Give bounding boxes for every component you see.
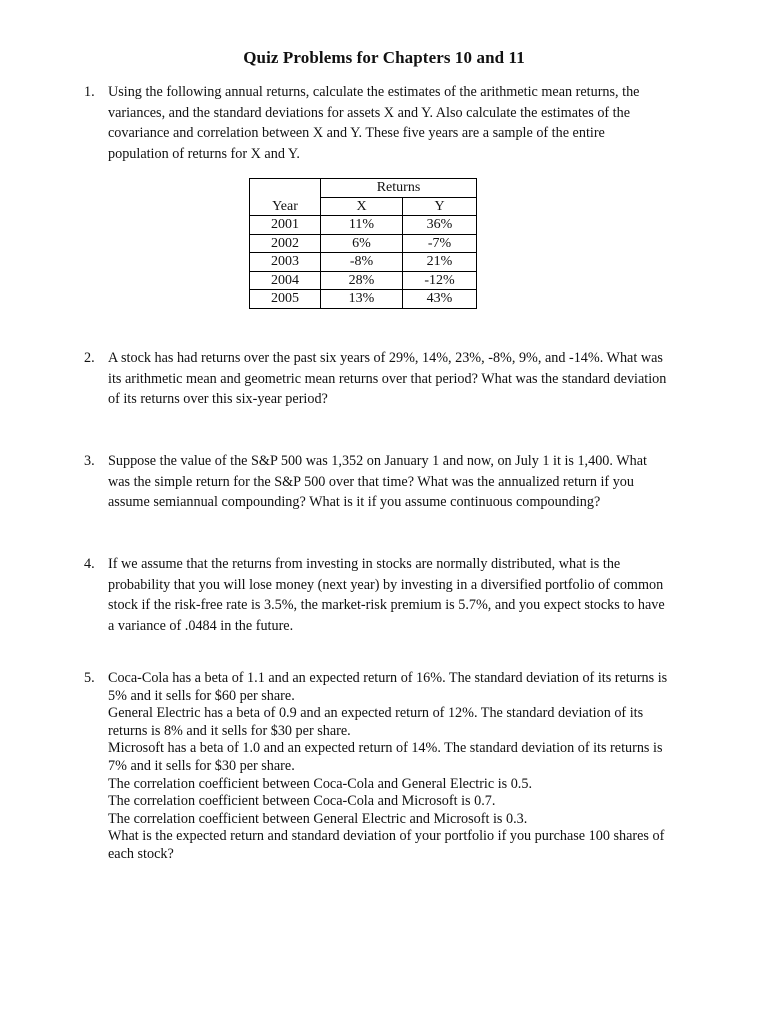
table-cell: 43%	[403, 290, 477, 309]
question-number: 2.	[84, 350, 95, 366]
table-row	[250, 253, 477, 272]
table-cell: 2002	[250, 234, 321, 253]
text-line: Using the following annual returns, calculate the estimates of the arithmetic mean returns, the	[108, 84, 640, 100]
table-cell: -8%	[321, 253, 403, 272]
table-header: Y	[403, 197, 477, 216]
text-line: probability that you will lose money (next year) by investing in a diversified portfolio of common	[108, 576, 664, 593]
text-line: Microsoft has a beta of 1.0 and an expected return of 14%. The standard deviation of its returns is	[108, 740, 663, 757]
table-group-header-row	[250, 179, 477, 198]
table-cell: -7%	[403, 234, 477, 253]
table-header: X	[321, 197, 403, 216]
question-number: 1.	[84, 84, 95, 100]
text-line: assume semiannual compounding? What is it if you assume continuous compounding?	[108, 494, 601, 510]
table-cell: 13%	[321, 290, 403, 309]
question-1	[84, 82, 704, 164]
table-cell: -12%	[403, 271, 477, 290]
text-line: was the simple return for the S&P 500 over that time? What was the annualized return if you	[108, 473, 634, 490]
text-line: each stock?	[108, 845, 174, 862]
text-line: The correlation coefficient between General Electric and Microsoft is 0.3.	[108, 810, 528, 827]
text-line: The correlation coefficient between Coca-Cola and General Electric is 0.5.	[108, 775, 532, 792]
table-header: Year	[250, 197, 321, 216]
table-row	[250, 216, 477, 235]
table-cell: 11%	[321, 216, 403, 235]
text-line: The correlation coefficient between Coca-Cola and Microsoft is 0.7.	[108, 793, 496, 810]
text-line: of its returns over this six-year period?	[108, 391, 328, 407]
text-line: population of returns for X and Y.	[108, 145, 300, 162]
question-4	[84, 554, 704, 636]
table-cell: 2004	[250, 271, 321, 290]
question-number: 3.	[84, 453, 95, 469]
question-number: 5.	[84, 670, 95, 686]
question-number: 4.	[84, 556, 95, 572]
text-line: Suppose the value of the S&P 500 was 1,352 on January 1 and now, on July 1 it is 1,400. What	[108, 453, 647, 469]
table-group-header: Returns	[321, 179, 477, 198]
text-line: What is the expected return and standard deviation of your portfolio if you purchase 100 shares of	[108, 828, 665, 845]
table-cell: 2003	[250, 253, 321, 272]
question-text	[108, 451, 704, 513]
text-line: stock if the risk-free rate is 3.5%, the market-risk premium is 5.7%, and you expect stocks to have	[108, 597, 665, 613]
text-line: If we assume that the returns from investing in stocks are normally distributed, what is the	[108, 556, 621, 572]
question-5	[84, 670, 704, 864]
question-text	[108, 670, 704, 864]
table-header-row	[250, 197, 477, 216]
text-line: a variance of .0484 in the future.	[108, 617, 294, 634]
question-3	[84, 451, 704, 513]
text-line: 7% and it sells for $30 per share.	[108, 757, 295, 774]
table-cell: 36%	[403, 216, 477, 235]
table-row	[250, 290, 477, 309]
table-cell: 21%	[403, 253, 477, 272]
text-line: variances, and the standard deviations for assets X and Y. Also calculate the estimates of the	[108, 104, 631, 121]
table-row	[250, 234, 477, 253]
text-line: Coca-Cola has a beta of 1.1 and an expected return of 16%. The standard deviation of its returns is	[108, 670, 668, 686]
text-line: covariance and correlation between X and Y. These five years are a sample of the entire	[108, 125, 605, 141]
text-line: 5% and it sells for $60 per share.	[108, 687, 295, 704]
table-cell: 2005	[250, 290, 321, 309]
question-text	[108, 554, 704, 636]
page-title: Quiz Problems for Chapters 10 and 11	[243, 48, 525, 67]
table-cell: 28%	[321, 271, 403, 290]
text-line: A stock has had returns over the past six years of 29%, 14%, 23%, -8%, 9%, and -14%. What was	[108, 350, 663, 366]
text-line: returns is 8% and it sells for $30 per share.	[108, 722, 351, 739]
question-text	[108, 82, 704, 164]
returns-table	[249, 178, 477, 309]
text-line: its arithmetic mean and geometric mean returns over that period? What was the standard deviation	[108, 370, 667, 387]
table-cell: 2001	[250, 216, 321, 235]
question-2	[84, 348, 704, 410]
table-row	[250, 271, 477, 290]
table-cell: 6%	[321, 234, 403, 253]
table-corner-cell	[250, 179, 321, 198]
text-line: General Electric has a beta of 0.9 and an expected return of 12%. The standard deviation of its	[108, 705, 644, 722]
question-text	[108, 348, 704, 410]
